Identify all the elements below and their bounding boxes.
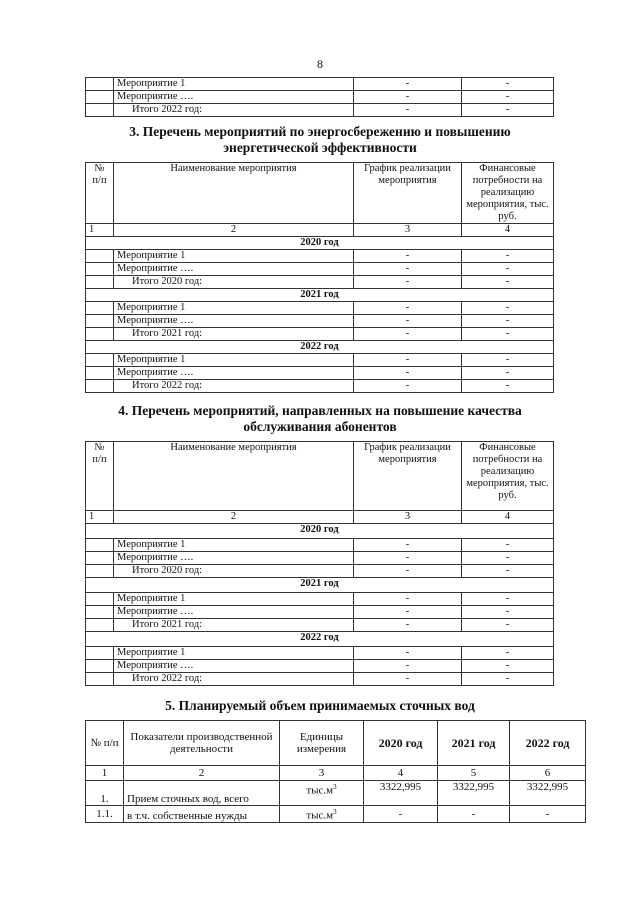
table-row (86, 91, 554, 104)
continuation-table (85, 77, 554, 117)
table-row: Мероприятие …. - - (86, 552, 554, 565)
table-row: Итого 2022 год: - - (86, 380, 554, 393)
table-row (86, 78, 554, 91)
header-unit: Единицы измерения (280, 721, 364, 766)
table-row: Итого 2021 год: - - (86, 619, 554, 632)
table-row: Мероприятие 1 - - (86, 354, 554, 367)
column-numbers-row: 1 2 3 4 (86, 224, 554, 237)
header-name: Наименование мероприятия (114, 163, 354, 224)
header-name: Наименование мероприятия (114, 442, 354, 511)
row-name: Итого 2022 год: (114, 104, 354, 117)
year-row: 2021 год (86, 289, 554, 302)
unit-cell: $тыс.м^3$ (280, 781, 364, 806)
table-row: Мероприятие 1 - - (86, 250, 554, 263)
table-row: Итого 2022 год: - - (86, 673, 554, 686)
table-row (86, 104, 554, 117)
table-row: Мероприятие …. - - (86, 367, 554, 380)
section5-title: 5. Планируемый объем принимаемых сточных вод (165, 698, 475, 713)
table-row: Мероприятие 1 - - (86, 593, 554, 606)
row-finance: - (462, 78, 554, 91)
section5-table (85, 720, 586, 823)
table-header-row (86, 163, 554, 224)
table-row: Итого 2020 год: - - (86, 276, 554, 289)
row-name: Мероприятие …. (114, 91, 354, 104)
table-row: Мероприятие …. - - (86, 660, 554, 673)
table-header-row (86, 442, 554, 511)
table-row: 1.1. в т.ч. собственные нужды $тыс.м^3$ - - - (86, 806, 586, 823)
section4-table (85, 441, 554, 686)
row-schedule: - (354, 91, 462, 104)
row-name: Мероприятие 1 (114, 78, 354, 91)
unit-cell: $тыс.м^3$ (280, 806, 364, 823)
header-finance: Финансовые потребности на реализацию мероприятия, тыс. руб. (462, 442, 554, 511)
header-num: № п/п (86, 721, 124, 766)
table-row: 1. Прием сточных вод, всего $тыс.м^3$ 3322,995 3322,995 3322,995 (86, 781, 586, 806)
table-row: Мероприятие …. - - (86, 315, 554, 328)
header-num: № п/п (86, 442, 114, 511)
row-schedule: - (354, 78, 462, 91)
row-schedule: - (354, 104, 462, 117)
table-row: Мероприятие 1 - - (86, 302, 554, 315)
header-schedule: График реализации мероприятия (354, 442, 462, 511)
year-row: 2022 год (86, 632, 554, 647)
header-num: № п/п (86, 163, 114, 224)
page-number: 8 (317, 57, 323, 71)
section3-table (85, 162, 554, 393)
header-2022: 2022 год (510, 721, 586, 766)
header-schedule: График реализации мероприятия (354, 163, 462, 224)
column-numbers-row: 1 2 3 4 (86, 511, 554, 524)
header-indicator: Показатели производственной деятельности (124, 721, 280, 766)
table-header-row (86, 721, 586, 766)
section3-title: 3. Перечень мероприятий по энергосбережению и повышению энергетической эффективности (129, 124, 511, 155)
year-row: 2020 год (86, 524, 554, 539)
table-row: Мероприятие …. - - (86, 263, 554, 276)
row-finance: - (462, 104, 554, 117)
table-row: Мероприятие 1 - - (86, 647, 554, 660)
table-row: Мероприятие 1 - - (86, 539, 554, 552)
section4-title: 4. Перечень мероприятий, направленных на повышение качества обслуживания абонентов (118, 403, 522, 434)
header-finance: Финансовые потребности на реализацию мероприятия, тыс. руб. (462, 163, 554, 224)
column-numbers-row: 1 2 3 4 5 6 (86, 766, 586, 781)
table-row: Мероприятие …. - - (86, 606, 554, 619)
year-row: 2022 год (86, 341, 554, 354)
table-row: Итого 2021 год: - - (86, 328, 554, 341)
year-row: 2020 год (86, 237, 554, 250)
year-row: 2021 год (86, 578, 554, 593)
row-finance: - (462, 91, 554, 104)
table-row: Итого 2020 год: - - (86, 565, 554, 578)
header-2020: 2020 год (364, 721, 438, 766)
header-2021: 2021 год (438, 721, 510, 766)
